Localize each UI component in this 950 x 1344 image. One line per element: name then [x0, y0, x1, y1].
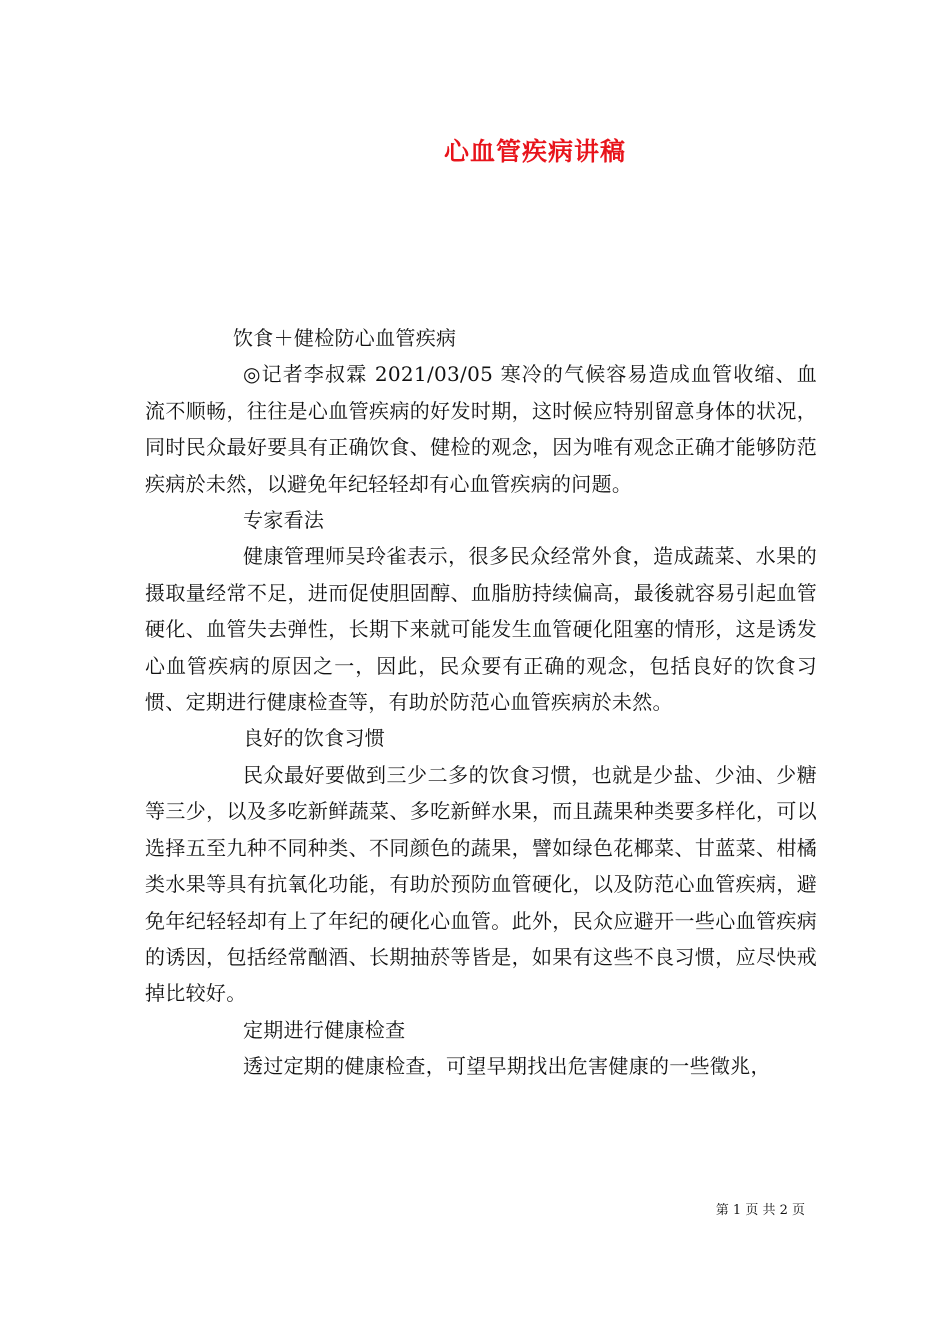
document-body — [145, 320, 817, 1085]
section-heading-diet-habits: 良好的饮食习惯 — [243, 726, 386, 751]
paragraph-health-check: 透过定期的健康检查，可望早期找出危害健康的一些徵兆， — [243, 1054, 771, 1079]
paragraph-expert-view: 健康管理师吴玲雀表示，很多民众经常外食，造成蔬菜、水果的摄取量经常不足，进而促使胆固醇、血脂肪持续偏高，最後就容易引起血管硬化、血管失去弹性，长期下来就可能发生血管硬化阻塞的情形，这是诱发心血管疾病的原因之一，因此，民众要有正确的观念，包括良好的饮食习惯、定期进行健康检查等，有助於防范心血管疾病於未然。 — [145, 544, 817, 715]
section-heading-expert-view: 专家看法 — [243, 508, 325, 533]
page-number-footer: 第 1 页 共 2 页 — [715, 1203, 805, 1218]
document-title: 心血管疾病讲稿 — [443, 137, 626, 166]
paragraph-diet-habits: 民众最好要做到三少二多的饮食习惯，也就是少盐、少油、少糖等三少，以及多吃新鲜蔬菜、多吃新鲜水果，而且蔬果种类要多样化，可以选择五至九种不同种类、不同颜色的蔬果，譬如绿色花椰菜、甘蓝菜、柑橘类水果等具有抗氧化功能，有助於预防血管硬化，以及防范心血管疾病，避免年纪轻轻却有上了年纪的硬化心血管。此外，民众应避开一些心血管疾病的诱因，包括经常酗酒、长期抽菸等皆是，如果有这些不良习惯，应尽快戒掉比较好。 — [145, 762, 817, 1006]
article-headline: 饮食＋健检防心血管疾病 — [233, 326, 457, 350]
paragraph-intro: ◎记者李叔霖 2021/03/05 寒冷的气候容易造成血管收缩、血流不顺畅，往往是心血管疾病的好发时期，这时候应特别留意身体的状况，同时民众最好要具有正确饮食、健检的观念，因为唯有观念正确才能够防范疾病於未然，以避免年纪轻轻却有心血管疾病的问题。 — [145, 362, 817, 496]
section-heading-health-check: 定期进行健康检查 — [243, 1017, 406, 1042]
